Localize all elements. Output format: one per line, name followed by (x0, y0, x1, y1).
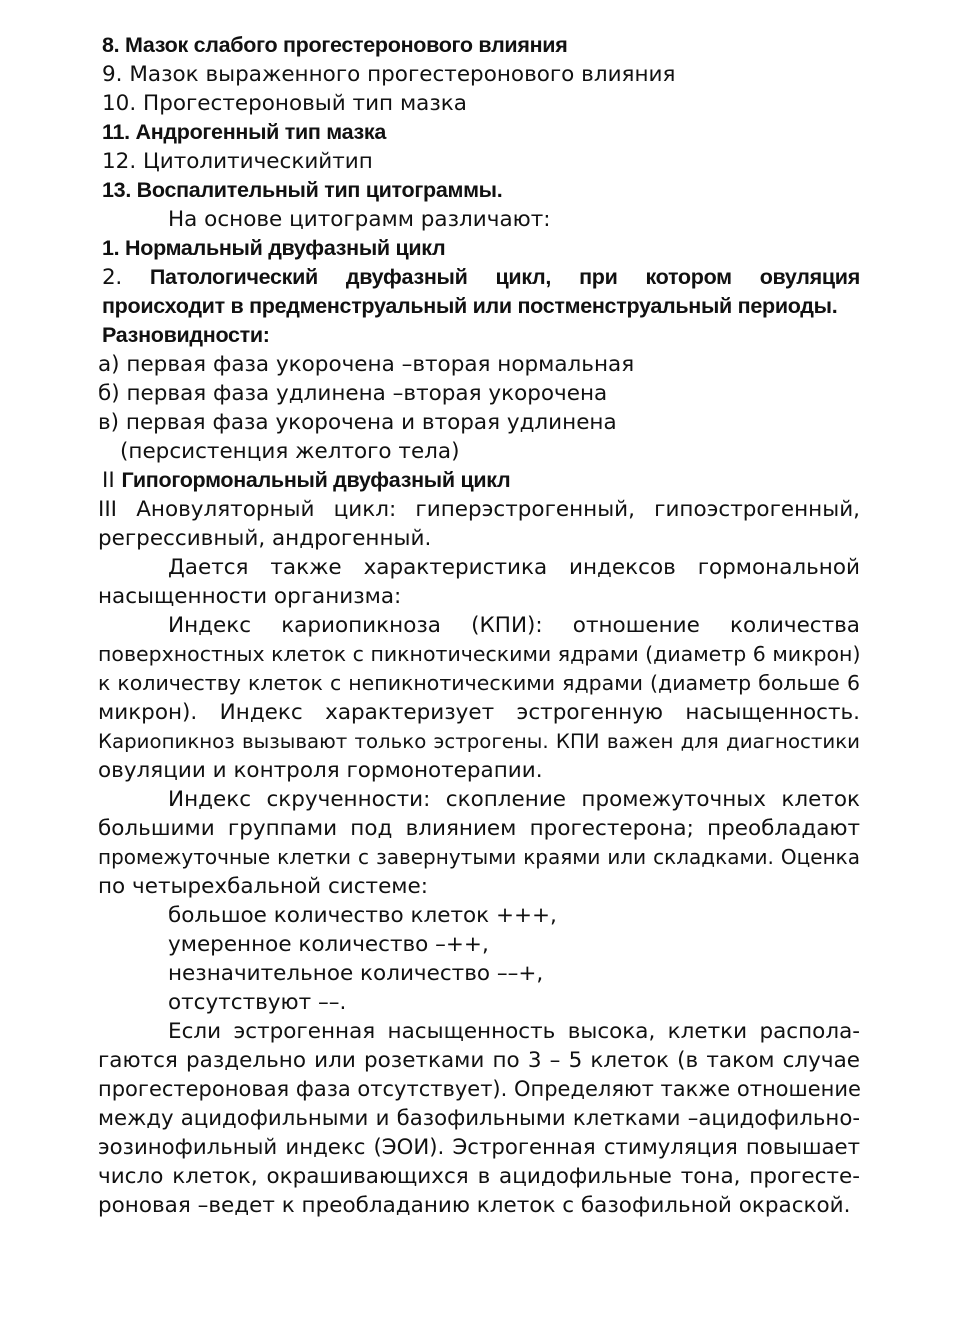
variant-c: в) первая фаза укорочена и вторая удлинена (98, 410, 617, 435)
kpi-para-line-4: микрон). Индекс характеризует эстрогенную насыщенность. (98, 700, 860, 725)
variant-b: б) первая фаза удлинена –вторая укорочена (98, 381, 608, 406)
cycle-type-1: 1. Нормальный двуфазный цикл (102, 236, 446, 260)
twist-para-line-2: большими группами под влиянием прогестерона; преобладают (98, 816, 860, 841)
score-item-2: умеренное количество –++, (168, 932, 489, 957)
cytogram-intro: На основе цитограмм различают: (168, 207, 551, 232)
score-item-1: большое количество клеток +++, (168, 903, 557, 928)
cycle-type-III-cont: регрессивный, андрогенный. (98, 526, 432, 551)
score-item-4: отсутствуют ––. (168, 990, 347, 1015)
kpi-para-line-6: овуляции и контроля гормонотерапии. (98, 758, 543, 783)
list-item-12: 12. Цитолитическийтип (102, 149, 373, 174)
twist-para-line-4: по четырехбальной системе: (98, 874, 428, 899)
estrogen-para-line-1: Если эстрогенная насыщенность высока, клетки распола- (168, 1019, 860, 1044)
estrogen-para-line-2: гаются раздельно или розетками по 3 – 5 клеток (в таком случае (98, 1048, 860, 1073)
twist-para-line-1: Индекс скрученности: скопление промежуточных клеток (168, 787, 860, 812)
estrogen-para-line-4: между ацидофильными и базофильными клетками –ацидофильно- (98, 1106, 860, 1131)
kpi-para-line-1: Индекс кариопикноза (КПИ): отношение количества (168, 613, 860, 638)
cycle-type-II-text: Гипогормональный двуфазный цикл (121, 468, 511, 492)
twist-para-line-3: промежуточные клетки с завернутыми краями или складками. Оценка (98, 845, 860, 869)
estrogen-para-line-6: число клеток, окрашивающихся в ацидофильные тона, прогесте- (98, 1164, 860, 1189)
variant-a: а) первая фаза укорочена –вторая нормальная (98, 352, 635, 377)
kpi-para-line-5: Кариопикноз вызывают только эстрогены. КПИ важен для диагностики (98, 730, 860, 753)
estrogen-para-line-3: прогестероновая фаза отсутствует). Определяют также отношение (98, 1077, 861, 1101)
list-item-8: 8. Мазок слабого прогестеронового влияния (102, 33, 568, 57)
list-item-11: 11. Андрогенный тип мазка (102, 120, 386, 144)
cycle-type-2-text: Патологический двуфазный цикл, при котором овуляция (149, 265, 860, 289)
cycle-type-III: III Ановуляторный цикл: гиперэстрогенный, гипоэстрогенный, (98, 497, 860, 522)
cycle-type-2 (98, 263, 860, 292)
estrogen-para-line-5: эозинофильный индекс (ЭОИ). Эстрогенная стимуляция повышает (98, 1135, 860, 1160)
estrogen-para-line-7: роновая –ведет к преобладанию клеток с базофильной окраской. (98, 1193, 851, 1218)
cycle-type-2-number: 2. (102, 265, 122, 290)
list-item-9: 9. Мазок выраженного прогестеронового влияния (102, 62, 676, 87)
list-item-10: 10. Прогестероновый тип мазка (102, 91, 467, 116)
paragraph-indices-intro: Дается также характеристика индексов гормональной (168, 555, 860, 580)
document-page (98, 31, 860, 1220)
kpi-para-line-2: поверхностных клеток с пикнотическими ядрами (диаметр 6 микрон) (98, 642, 861, 666)
score-item-3: незначительное количество ––+, (168, 961, 544, 986)
cycle-type-2-cont: происходит в предменструальный или постменструальный периоды. (102, 294, 838, 318)
kpi-para-line-3: к количеству клеток с непикнотическими ядрами (диаметр больше 6 (98, 671, 860, 695)
cycle-type-II (98, 466, 860, 495)
list-item-13: 13. Воспалительный тип цитограммы. (102, 178, 503, 202)
cycle-type-II-number: II (102, 468, 115, 493)
variants-heading: Разновидности: (102, 323, 270, 347)
paragraph-indices-intro-cont: насыщенности организма: (98, 584, 402, 609)
variant-c-note: (персистенция желтого тела) (120, 439, 460, 464)
